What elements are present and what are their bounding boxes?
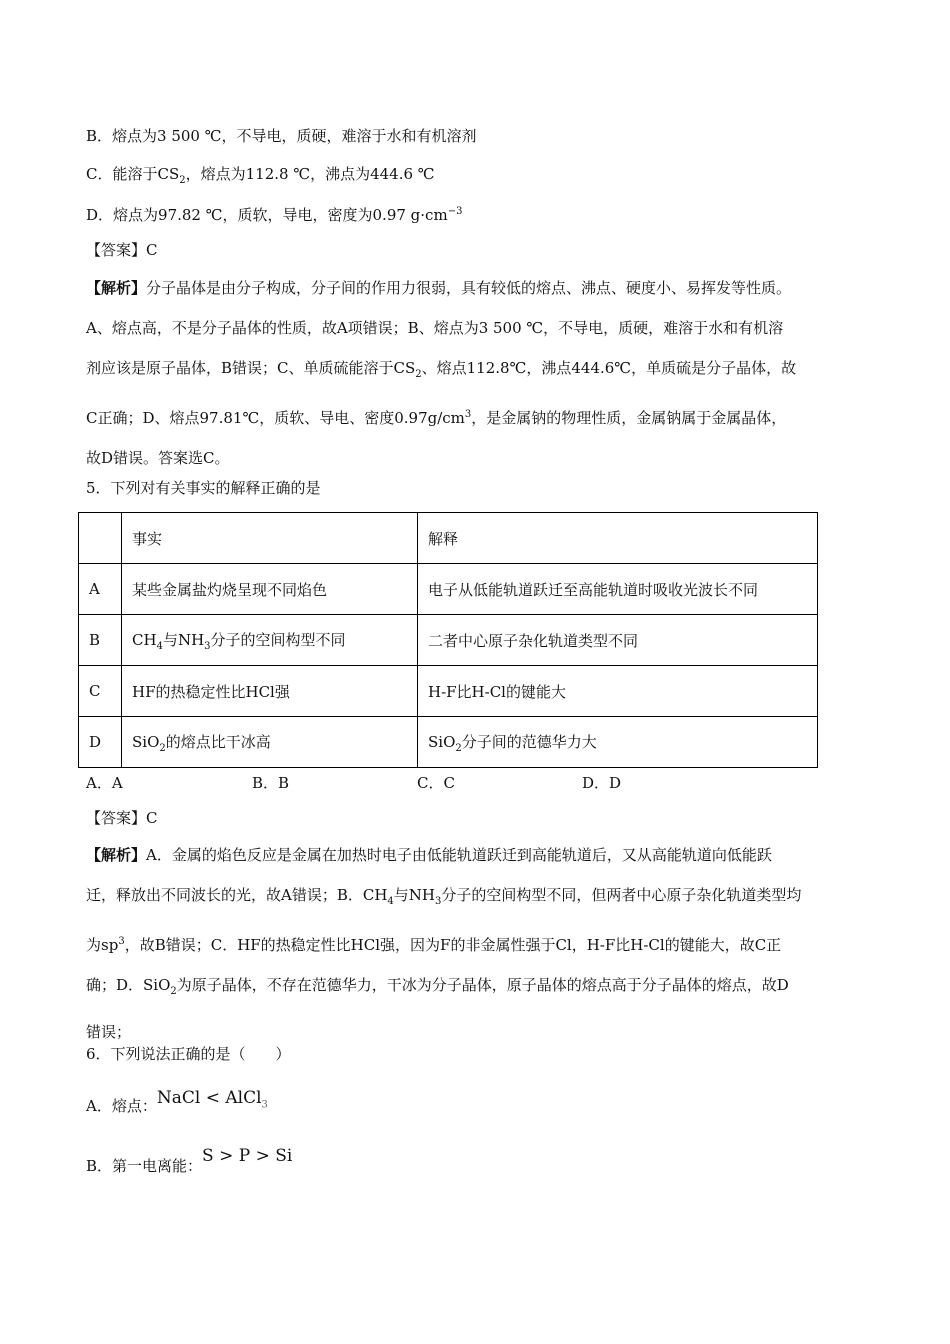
q5-analysis-text-3a: 为sp — [86, 936, 119, 954]
q5-analysis-line-4 — [86, 965, 876, 1012]
table-cell-label: D — [79, 717, 122, 768]
table-row — [79, 564, 818, 615]
q4-option-d — [86, 202, 462, 225]
table-cell-explain — [418, 717, 818, 768]
table-cell-fact: HF的热稳定性比HCl强 — [122, 666, 418, 717]
table-header-cell — [79, 513, 122, 564]
fact-sub: 2 — [159, 742, 166, 754]
explain-text: 分子间的范德华力大 — [461, 732, 597, 751]
q6-option-a — [86, 1088, 268, 1115]
q4-analysis-line-4 — [86, 395, 876, 438]
q5-analysis-line-2 — [86, 875, 876, 922]
explain-sub: 2 — [455, 742, 462, 754]
q5-analysis-text-3b: ，故B错误；C．HF的热稳定性比HCl强，因为F的非金属性强于Cl，H-F比H-Cl的键能大，故C正 — [124, 936, 782, 954]
q4-analysis-line-3 — [86, 348, 876, 395]
fact-text: SiO — [132, 732, 160, 751]
q4-option-c-text: C．能溶于CS — [86, 165, 180, 183]
q6-option-b-math: S > P > Si — [202, 1146, 293, 1166]
q6-option-a-math — [156, 1088, 268, 1111]
q4-option-d-sup: −3 — [447, 206, 463, 217]
q5-analysis-sub-2a: 4 — [387, 896, 394, 907]
table-row — [79, 513, 818, 564]
q4-option-d-text: D．熔点为97.82 ℃，质软，导电，密度为0.97 g·cm — [86, 206, 448, 224]
q5-option-c: C．C — [417, 774, 455, 792]
q4-analysis-text-3b: 、熔点112.8℃，沸点444.6℃，单质硫是分子晶体，故 — [421, 359, 797, 377]
q5-analysis-text-4a: 确；D．SiO — [86, 976, 171, 994]
q5-analysis-line-5: 错误； — [86, 1023, 132, 1041]
q4-analysis-text-4b: ，是金属钠的物理性质，金属钠属于金属晶体， — [471, 409, 787, 427]
q6-option-b-label: B．第一电离能： — [86, 1157, 203, 1175]
q4-option-b: B．熔点为3 500 ℃，不导电，质硬，难溶于水和有机溶剂 — [86, 127, 477, 145]
q5-option-b: B．B — [252, 774, 290, 792]
q5-analysis-label: 【解析】 — [86, 846, 147, 864]
q5-analysis-text-2b: 与NH — [393, 886, 436, 904]
fact-sub: 3 — [204, 640, 211, 652]
table-cell-fact — [122, 717, 418, 768]
q5-analysis-sub-4: 2 — [170, 986, 177, 997]
fact-text: 的熔点比干冰高 — [165, 732, 271, 751]
q5-option-a: A．A — [86, 774, 123, 792]
q5-analysis-text-1: A．金属的焰色反应是金属在加热时电子由低能轨道跃迁到高能轨道后，又从高能轨道向低能跃 — [146, 846, 772, 864]
q4-analysis-text-4a: C正确；D、熔点97.81℃，质软、导电、密度0.97g/cm — [86, 409, 465, 427]
q5-analysis-text-2a: 迁，释放出不同波长的光，故A错误；B．CH — [86, 886, 388, 904]
q5-analysis-text-2c: 分子的空间构型不同，但两者中心原子杂化轨道类型均 — [441, 886, 802, 904]
fact-text: 分子的空间构型不同 — [210, 630, 346, 649]
table-cell-label: C — [79, 666, 122, 717]
fact-text: 与NH — [162, 630, 205, 649]
q4-analysis-text-3a: 剂应该是原子晶体，B错误；C、单质硫能溶于CS — [86, 359, 416, 377]
q4-option-c-sub: 2 — [179, 175, 186, 186]
q4-analysis-text-1: 分子晶体是由分子构成，分子间的作用力很弱，具有较低的熔点、沸点、硬度小、易挥发等性质。 — [146, 279, 792, 297]
q4-analysis-sub-3: 2 — [415, 369, 422, 380]
q4-option-c-text2: ，熔点为112.8 ℃，沸点为444.6 ℃ — [185, 165, 435, 183]
q4-analysis-sup-4: 3 — [464, 409, 472, 420]
explain-text: SiO — [428, 732, 456, 751]
q4-analysis-line-1 — [86, 268, 876, 308]
q5-analysis-sub-2b: 3 — [435, 896, 442, 907]
q5-analysis-line-1 — [86, 835, 876, 875]
q5-analysis-text-4b: 为原子晶体，不存在范德华力，干冰为分子晶体，原子晶体的熔点高于分子晶体的熔点，故D — [176, 976, 789, 994]
q4-answer: 【答案】C — [86, 241, 158, 259]
q4-option-c — [86, 164, 435, 191]
table-cell-explain: 电子从低能轨道跃迁至高能轨道时吸收光波长不同 — [418, 564, 818, 615]
q5-option-d: D．D — [582, 774, 622, 792]
q4-analysis — [86, 268, 876, 478]
q5-table — [78, 512, 818, 768]
q5-analysis-sup-3: 3 — [118, 936, 125, 947]
table-row — [79, 615, 818, 666]
q5-stem: 5．下列对有关事实的解释正确的是 — [86, 479, 321, 497]
table-cell-explain: H-F比H-Cl的键能大 — [418, 666, 818, 717]
table-row — [79, 666, 818, 717]
q4-analysis-label: 【解析】 — [86, 279, 147, 297]
table-header-cell: 事实 — [122, 513, 418, 564]
table-row — [79, 717, 818, 768]
table-cell-fact: 某些金属盐灼烧呈现不同焰色 — [122, 564, 418, 615]
q6-option-a-label: A．熔点： — [86, 1097, 157, 1115]
q5-analysis-line-3 — [86, 922, 876, 965]
fact-text: CH — [132, 630, 157, 649]
q5-answer: 【答案】C — [86, 809, 158, 827]
table-cell-label: B — [79, 615, 122, 666]
table-header-cell: 解释 — [418, 513, 818, 564]
q6-option-b — [86, 1146, 293, 1175]
q6-option-a-math-sub: 3 — [261, 1099, 268, 1111]
table-cell-explain: 二者中心原子杂化轨道类型不同 — [418, 615, 818, 666]
q6-stem: 6．下列说法正确的是（ ） — [86, 1045, 291, 1063]
q4-analysis-line-5: 故D错误。答案选C。 — [86, 449, 230, 467]
q4-analysis-line-2: A、熔点高，不是分子晶体的性质，故A项错误；B、熔点为3 500 ℃，不导电，质硬，难溶于水和有机溶 — [86, 319, 784, 337]
q5-analysis — [86, 835, 876, 1052]
fact-sub: 4 — [156, 640, 163, 652]
table-cell-fact — [122, 615, 418, 666]
table-cell-label: A — [79, 564, 122, 615]
q6-option-a-math-text: NaCl < AlCl — [156, 1088, 262, 1108]
